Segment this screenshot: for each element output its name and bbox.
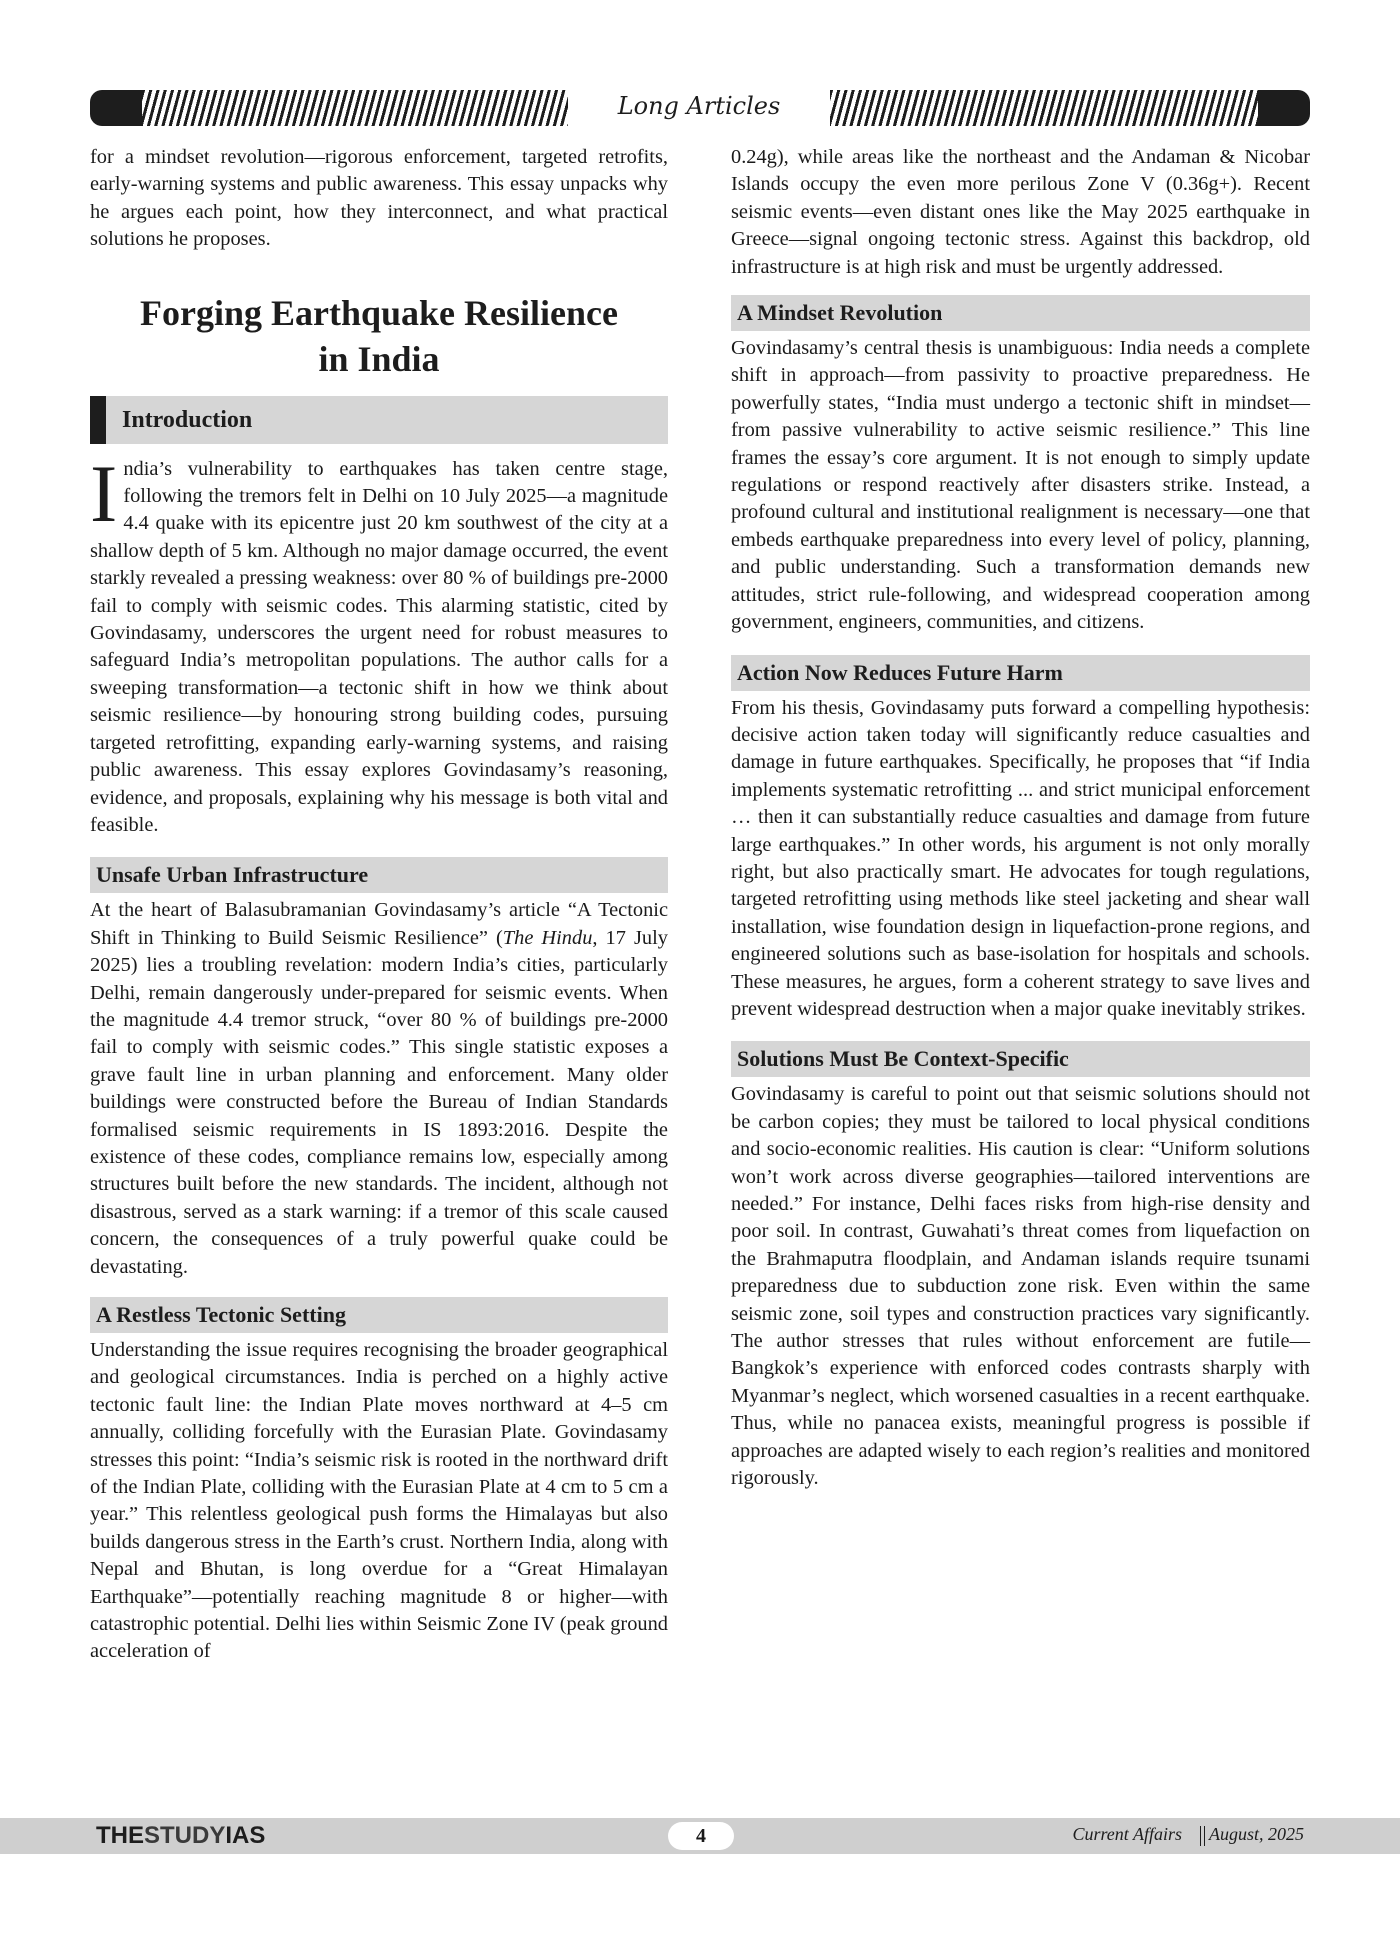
intro-continuation: for a mindset revolution—rigorous enforcement, targeted retrofits, early-warning systems and public awareness. This essay unpacks why he argues each point, how they interconnect, and what practical solutions he proposes. (90, 146, 668, 251)
page-number: 4 (668, 1822, 734, 1850)
publication-name: Current Affairs (1072, 1824, 1182, 1844)
context-paragraph: Govindasamy is careful to point out that seismic solutions should not be carbon copies; they must be tailored to local physical conditions and socio-economic realities. His caution is clear: “Uniform solutions won’t work across diverse geographies—tailored interventions are needed.” For instance, Delhi faces risks from high-rise density and poor soil. In contrast, Guwahati’s threat comes from liquefaction on the Brahmaputra floodplain, and Andaman islands require tsunami preparedness due to subduction zone risk. Even within the same seismic zone, soil types and construction practices vary significantly. The author stresses that rules without enforcement are futile—Bangkok’s experience with enforced codes contrasts sharply with Myanmar’s neglect, which worsened casualties in a recent earthquake. Thus, while no panacea exists, meaningful progress is possible if approaches are adapted wisely to each region’s realities and monitored rigorously. (731, 1083, 1310, 1490)
article-title (90, 290, 668, 382)
issue-date: August, 2025 (1208, 1824, 1304, 1844)
drop-cap: I (90, 447, 118, 539)
header-stripes-right (830, 90, 1258, 126)
unsafe-text-b: , 17 July 2025) lies a troubling revelation: modern India’s cities, particularly Delhi, remain dangerously under-prepared for seismic events. When the magnitude 4.4 tremor struck, “over 80 % of buildings pre-2000 fail to comply with seismic codes.” This single statistic exposes a grave fault line in urban planning and enforcement. Many older buildings were constructed before the Bureau of Indian Standards formalised seismic requirements in IS 1893:2016. Despite the existence of these codes, compliance remains low, especially among structures built before the new standards. The incident, although not disastrous, served as a stark warning: if a tremor of this scale caused concern, the consequences of a truly powerful quake could be devastating. (90, 926, 668, 1278)
context-heading: Solutions Must Be Context-Specific (731, 1041, 1310, 1077)
header-stripes-left (142, 90, 568, 126)
source-name: The Hindu (502, 926, 593, 949)
publication-info (1072, 1824, 1304, 1846)
header-cap-right (1258, 90, 1310, 126)
unsafe-infrastructure-heading: Unsafe Urban Infrastructure (90, 857, 668, 893)
tectonic-setting-heading: A Restless Tectonic Setting (90, 1297, 668, 1333)
article-title-line-1: Forging Earthquake Resilience (140, 292, 618, 333)
left-column (90, 144, 668, 1666)
heading-marker (90, 396, 106, 444)
brand-logo: THESTUDYIAS (96, 1822, 266, 1849)
tectonic-setting-continuation: 0.24g), while areas like the northeast and the Andaman & Nicobar Islands occupy the even more perilous Zone V (0.36g+). Recent seismic events—even distant ones like the May 2025 earthquake in Greece—signal ongoing tectonic stress. Against this backdrop, old infrastructure is at high risk and must be urgently addressed. (731, 146, 1310, 278)
introduction-heading (90, 396, 668, 444)
header-stripe-left (90, 90, 568, 126)
mindset-heading: A Mindset Revolution (731, 295, 1310, 331)
unsafe-infrastructure-paragraph (90, 897, 668, 1281)
right-column (731, 144, 1310, 1492)
introduction-paragraph (90, 447, 668, 840)
unsafe-text-a: At the heart of Balasubramanian Govindasamy’s article “A Tectonic Shift in Thinking to Build Seismic Resilience” ( (90, 899, 668, 949)
tectonic-setting-paragraph: Understanding the issue requires recognising the broader geographical and geological circumstances. India is perched on a highly active tectonic fault line: the Indian Plate moves northward at 4–5 cm annually, colliding forcefully with the Eurasian Plate. Govindasamy stresses this point: “India’s seismic risk is rooted in the northward drift of the Indian Plate, colliding with the Eurasian Plate at 4 cm to 5 cm a year.” This relentless geological push forms the Himalayas but also builds dangerous stress in the Earth’s crust. Northern India, along with Nepal and Bhutan, is long overdue for a “Great Himalayan Earthquake”—potentially reaching magnitude 8 or higher—with catastrophic potential. Delhi lies within Seismic Zone IV (peak ground acceleration of (90, 1339, 668, 1663)
introduction-heading-text: Introduction (122, 406, 253, 433)
introduction-text: ndia’s vulnerability to earthquakes has taken centre stage, following the tremors felt in Delhi on 10 July 2025—a magnitude 4.4 quake with its epicentre just 20 km southwest of the city at a shallow depth of 5 km. Although no major damage occurred, the event starkly revealed a pressing weakness: over 80 % of buildings pre-2000 fail to comply with seismic codes. This alarming statistic, cited by Govindasamy, underscores the urgent need for robust measures to safeguard India’s metropolitan populations. The author calls for a sweeping transformation—a tectonic shift in how we think about seismic resilience—by honouring strong building codes, pursuing targeted retrofitting, expanding early-warning systems, and raising public awareness. This essay explores Govindasamy’s reasoning, evidence, and proposals, explaining why his message is both vital and feasible. (90, 457, 668, 836)
footer-separator (1200, 1826, 1205, 1846)
article-title-line-2: in India (318, 338, 440, 379)
running-header (90, 90, 1310, 126)
header-stripe-right (830, 90, 1310, 126)
header-cap-left (90, 90, 142, 126)
action-heading: Action Now Reduces Future Harm (731, 655, 1310, 691)
mindset-paragraph: Govindasamy’s central thesis is unambiguous: India needs a complete shift in approach—from passivity to proactive preparedness. He powerfully states, “India must undergo a tectonic shift in mindset—from passive vulnerability to active seismic resilience.” This line frames the essay’s core argument. It is not enough to simply update regulations or respond reactively after disasters strike. Instead, a profound cultural and institutional realignment is necessary—one that embeds earthquake preparedness into every level of policy, planning, and public understanding. Such a transformation demands new attitudes, strict rule-following, and widespread cooperation among government, engineers, communities, and citizens. (731, 337, 1310, 634)
action-paragraph: From his thesis, Govindasamy puts forward a compelling hypothesis: decisive action taken today will significantly reduce casualties and damage in future earthquakes. Specifically, he proposes that “if India implements systematic retrofitting ... and strict municipal enforcement … then it can substantially reduce casualties and damage from future large earthquakes.” In other words, his argument is not only morally right, but also practically smart. He advocates for tough regulations, targeted retrofitting using methods like steel jacketing and shear wall installation, wise foundation design in liquefaction-prone regions, and engineered solutions such as base-isolation for hospitals and schools. These measures, he argues, form a coherent strategy to save lives and prevent widespread destruction when a major quake inevitably strikes. (731, 696, 1310, 1020)
section-title: Long Articles (617, 92, 781, 120)
page-footer (0, 1818, 1400, 1854)
